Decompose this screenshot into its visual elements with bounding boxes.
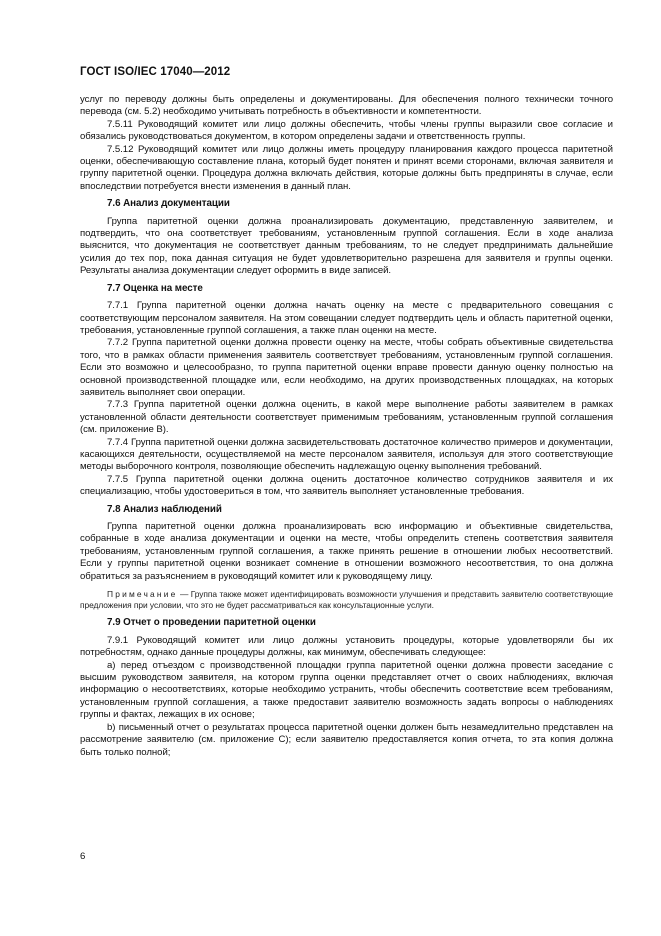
paragraph-continuation: услуг по переводу должны быть определены и документированы. Для обеспечения полного технически точного перевода (см. 5.2) необходимо учитывать потребность в объективности и компетентности. — [80, 94, 613, 118]
document-header: ГОСТ ISO/IEC 17040—2012 — [80, 66, 231, 78]
page-number: 6 — [80, 851, 86, 862]
note-text: — Группа также может идентифицировать возможности улучшения и представить заявителю соответствующие предложения при условии, что это не будет рассматриваться как консультационные услуги. — [80, 589, 613, 611]
paragraph-7-5-11: 7.5.11 Руководящий комитет или лицо должны обеспечить, чтобы члены группы выразили свое согласие и обязались руководствоваться документом, в котором определены задачи и ответственность группы. — [80, 118, 613, 143]
paragraph-7-7-5: 7.7.5 Группа паритетной оценки должна оценить достаточное количество сотрудников заявителя и их специализацию, чтобы удостовериться в том, что заявитель выполняет установленные требования. — [80, 473, 613, 498]
note — [80, 589, 613, 611]
paragraph-7-7-3: 7.7.3 Группа паритетной оценки должна оценить, в какой мере выполнение работы заявителем в рамках установленной области деятельности соответствует применимым требованиям, установленным группой соглашения (см. приложение B). — [80, 399, 613, 436]
paragraph-7-6: Группа паритетной оценки должна проанализировать документацию, представленную заявителем, и подтвердить, что она соответствует требованиям, установленным группой соглашения. Если в ходе анализа выяснится, что документация не соответствует данным требованиям, то не следует предпринимать дальнейшие усилия до тех пор, пока данная ситуация не будет удовлетворительно разрешена для заявителя и группы оценки. Результаты анализа документации следует оформить в виде записей. — [80, 215, 613, 277]
document-body — [80, 94, 613, 759]
section-heading-7-8: 7.8 Анализ наблюдений — [107, 503, 222, 515]
paragraph-7-9-1: 7.9.1 Руководящий комитет или лицо должны установить процедуры, которые удовлетворяли бы их потребностям, однако данные процедуры должны, как минимум, обеспечивать следующее: — [80, 634, 613, 659]
paragraph-7-7-2: 7.7.2 Группа паритетной оценки должна провести оценку на месте, чтобы собрать объективные свидетельства того, что в рамках области применения заявитель соответствует требованиям, установленным группой соглашения. Если это возможно и целесообразно, то группа паритетной оценки вправе провести данную оценку полностью на основной производственной площадке или, если необходимо, на других производственных площадках, на которых заявитель выполняет свои операции. — [80, 337, 613, 398]
paragraph-7-5-12: 7.5.12 Руководящий комитет или лицо должны иметь процедуру планирования каждого процесса паритетной оценки, обеспечивающую составление плана, который будет понятен и принят всеми сторонами, включая заявителя и группу паритетной оценки. Процедура должна включать действия, которые должны быть предприняты в случае, если впоследствии потребуется внести изменения в данный план. — [80, 143, 613, 192]
note-label: Примечание — [107, 589, 178, 600]
section-heading-7-7: 7.7 Оценка на месте — [107, 282, 203, 294]
list-item-a: a) перед отъездом с производственной площадки группа паритетной оценки должна провести заседание с высшим руководством заявителя, на котором группа оценки представляет отчет о своих наблюдениях, включая информацию о несоответствиях, которые необходимо устранить, чтобы обеспечить соответствие всем требованиям, установленным группой соглашения, а также предоставит заявителю возможность задать вопросы о наблюдениях группы и фактах, лежащих в их основе; — [80, 659, 613, 721]
paragraph-7-7-1: 7.7.1 Группа паритетной оценки должна начать оценку на месте с предварительного совещания с соответствующим персоналом заявителя. На этом совещании следует подтвердить цель и область паритетной оценки, требования, установленные группой соглашения, а также план оценки на месте. — [80, 300, 613, 336]
section-heading-7-9: 7.9 Отчет о проведении паритетной оценки — [107, 617, 316, 629]
paragraph-7-8: Группа паритетной оценки должна проанализировать всю информацию и объективные свидетельства, собранные в ходе анализа документации и оценки на месте, чтобы определить степень соответствия заявителя требованиям, установленным группой соглашения, а также принять решение в отношении любых несоответствий. Если у группы паритетной оценки возникает сомнение в отношении возможного несоответствия, то она должна обратиться за разъяснением в руководящий комитет или к руководящему лицу. — [80, 521, 613, 582]
list-item-b: b) письменный отчет о результатах процесса паритетной оценки должен быть незамедлительно представлен на рассмотрение заявителю (см. приложение C); если заявителю предоставляется копия отчета, то эта копия должна быть только полной; — [80, 721, 613, 758]
paragraph-7-7-4: 7.7.4 Группа паритетной оценки должна засвидетельствовать достаточное количество примеров и документации, касающихся деятельности, осуществляемой на месте персоналом заявителя, используя для этого соответствующие методы выборочного контроля, позволяющие обеспечить надлежащую оценку выполнения требований. — [80, 436, 613, 473]
section-heading-7-6: 7.6 Анализ документации — [107, 198, 230, 210]
